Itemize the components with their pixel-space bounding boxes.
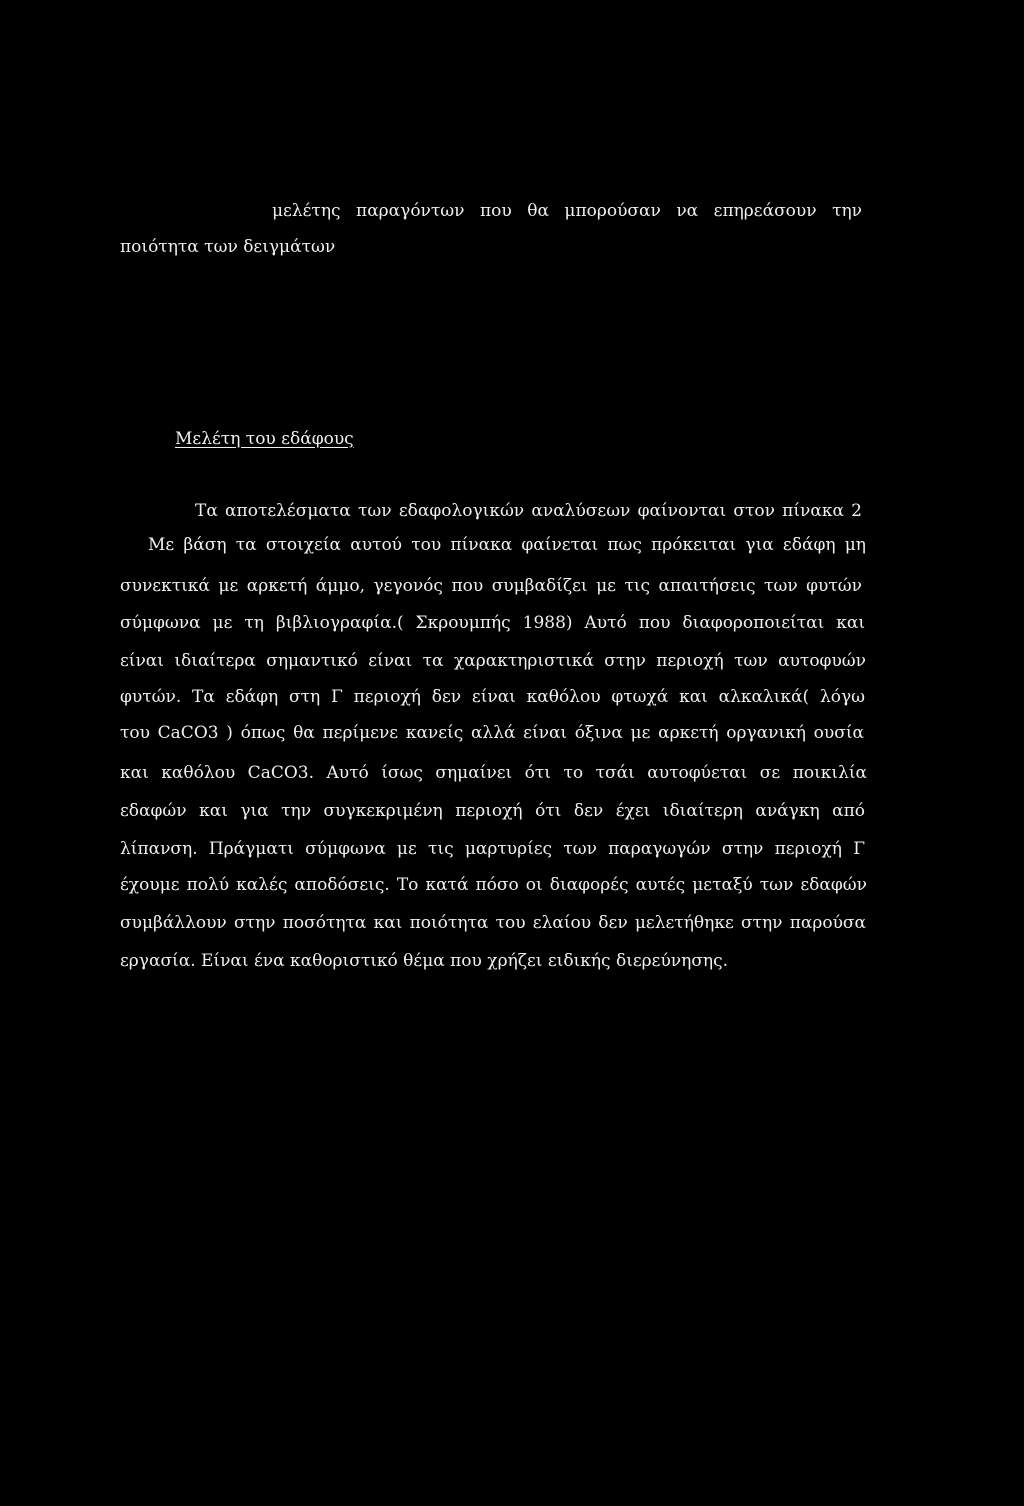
paragraph-line: φυτών. Τα εδάφη στη Γ περιοχή δεν είναι καθόλου φτωχά και αλκαλικά( λόγω bbox=[120, 687, 865, 707]
header-line-2: ποιότητα των δειγμάτων bbox=[120, 237, 336, 257]
paragraph-line: εδαφών και για την συγκεκριμένη περιοχή ότι δεν έχει ιδιαίτερη ανάγκη από bbox=[120, 801, 865, 821]
paragraph-line: εργασία. Είναι ένα καθοριστικό θέμα που χρήζει ειδικής διερεύνησης. bbox=[120, 951, 729, 971]
paragraph-line: σύμφωνα με τη βιβλιογραφία.( Σκρουμπής 1988) Αυτό που διαφοροποιείται και bbox=[120, 613, 865, 633]
paragraph-line: του CaCO3 ) όπως θα περίμενε κανείς αλλά είναι όξινα με αρκετή οργανική ουσία bbox=[120, 723, 864, 743]
section-title: Μελέτη του εδάφους bbox=[175, 429, 354, 449]
paragraph-line: και καθόλου CaCO3. Αυτό ίσως σημαίνει ότι το τσάι αυτοφύεται σε ποικιλία bbox=[120, 763, 867, 783]
paragraph-line: Με βάση τα στοιχεία αυτού του πίνακα φαίνεται πως πρόκειται για εδάφη μη bbox=[148, 535, 866, 555]
paragraph-line: λίπανση. Πράγματι σύμφωνα με τις μαρτυρίες των παραγωγών στην περιοχή Γ bbox=[120, 839, 865, 859]
paragraph-line: είναι ιδιαίτερα σημαντικό είναι τα χαρακτηριστικά στην περιοχή των αυτοφυών bbox=[120, 651, 866, 671]
header-line-1: μελέτης παραγόντων που θα μπορούσαν να επηρεάσουν την bbox=[272, 201, 862, 221]
paragraph-line: έχουμε πολύ καλές αποδόσεις. Το κατά πόσο οι διαφορές αυτές μεταξύ των εδαφών bbox=[120, 875, 867, 895]
paragraph-line: συμβάλλουν στην ποσότητα και ποιότητα του ελαίου δεν μελετήθηκε στην παρούσα bbox=[120, 913, 866, 933]
paragraph-line: Τα αποτελέσματα των εδαφολογικών αναλύσεων φαίνονται στον πίνακα 2 bbox=[195, 501, 862, 521]
paragraph-line: συνεκτικά με αρκετή άμμο, γεγονός που συμβαδίζει με τις απαιτήσεις των φυτών bbox=[120, 576, 862, 596]
